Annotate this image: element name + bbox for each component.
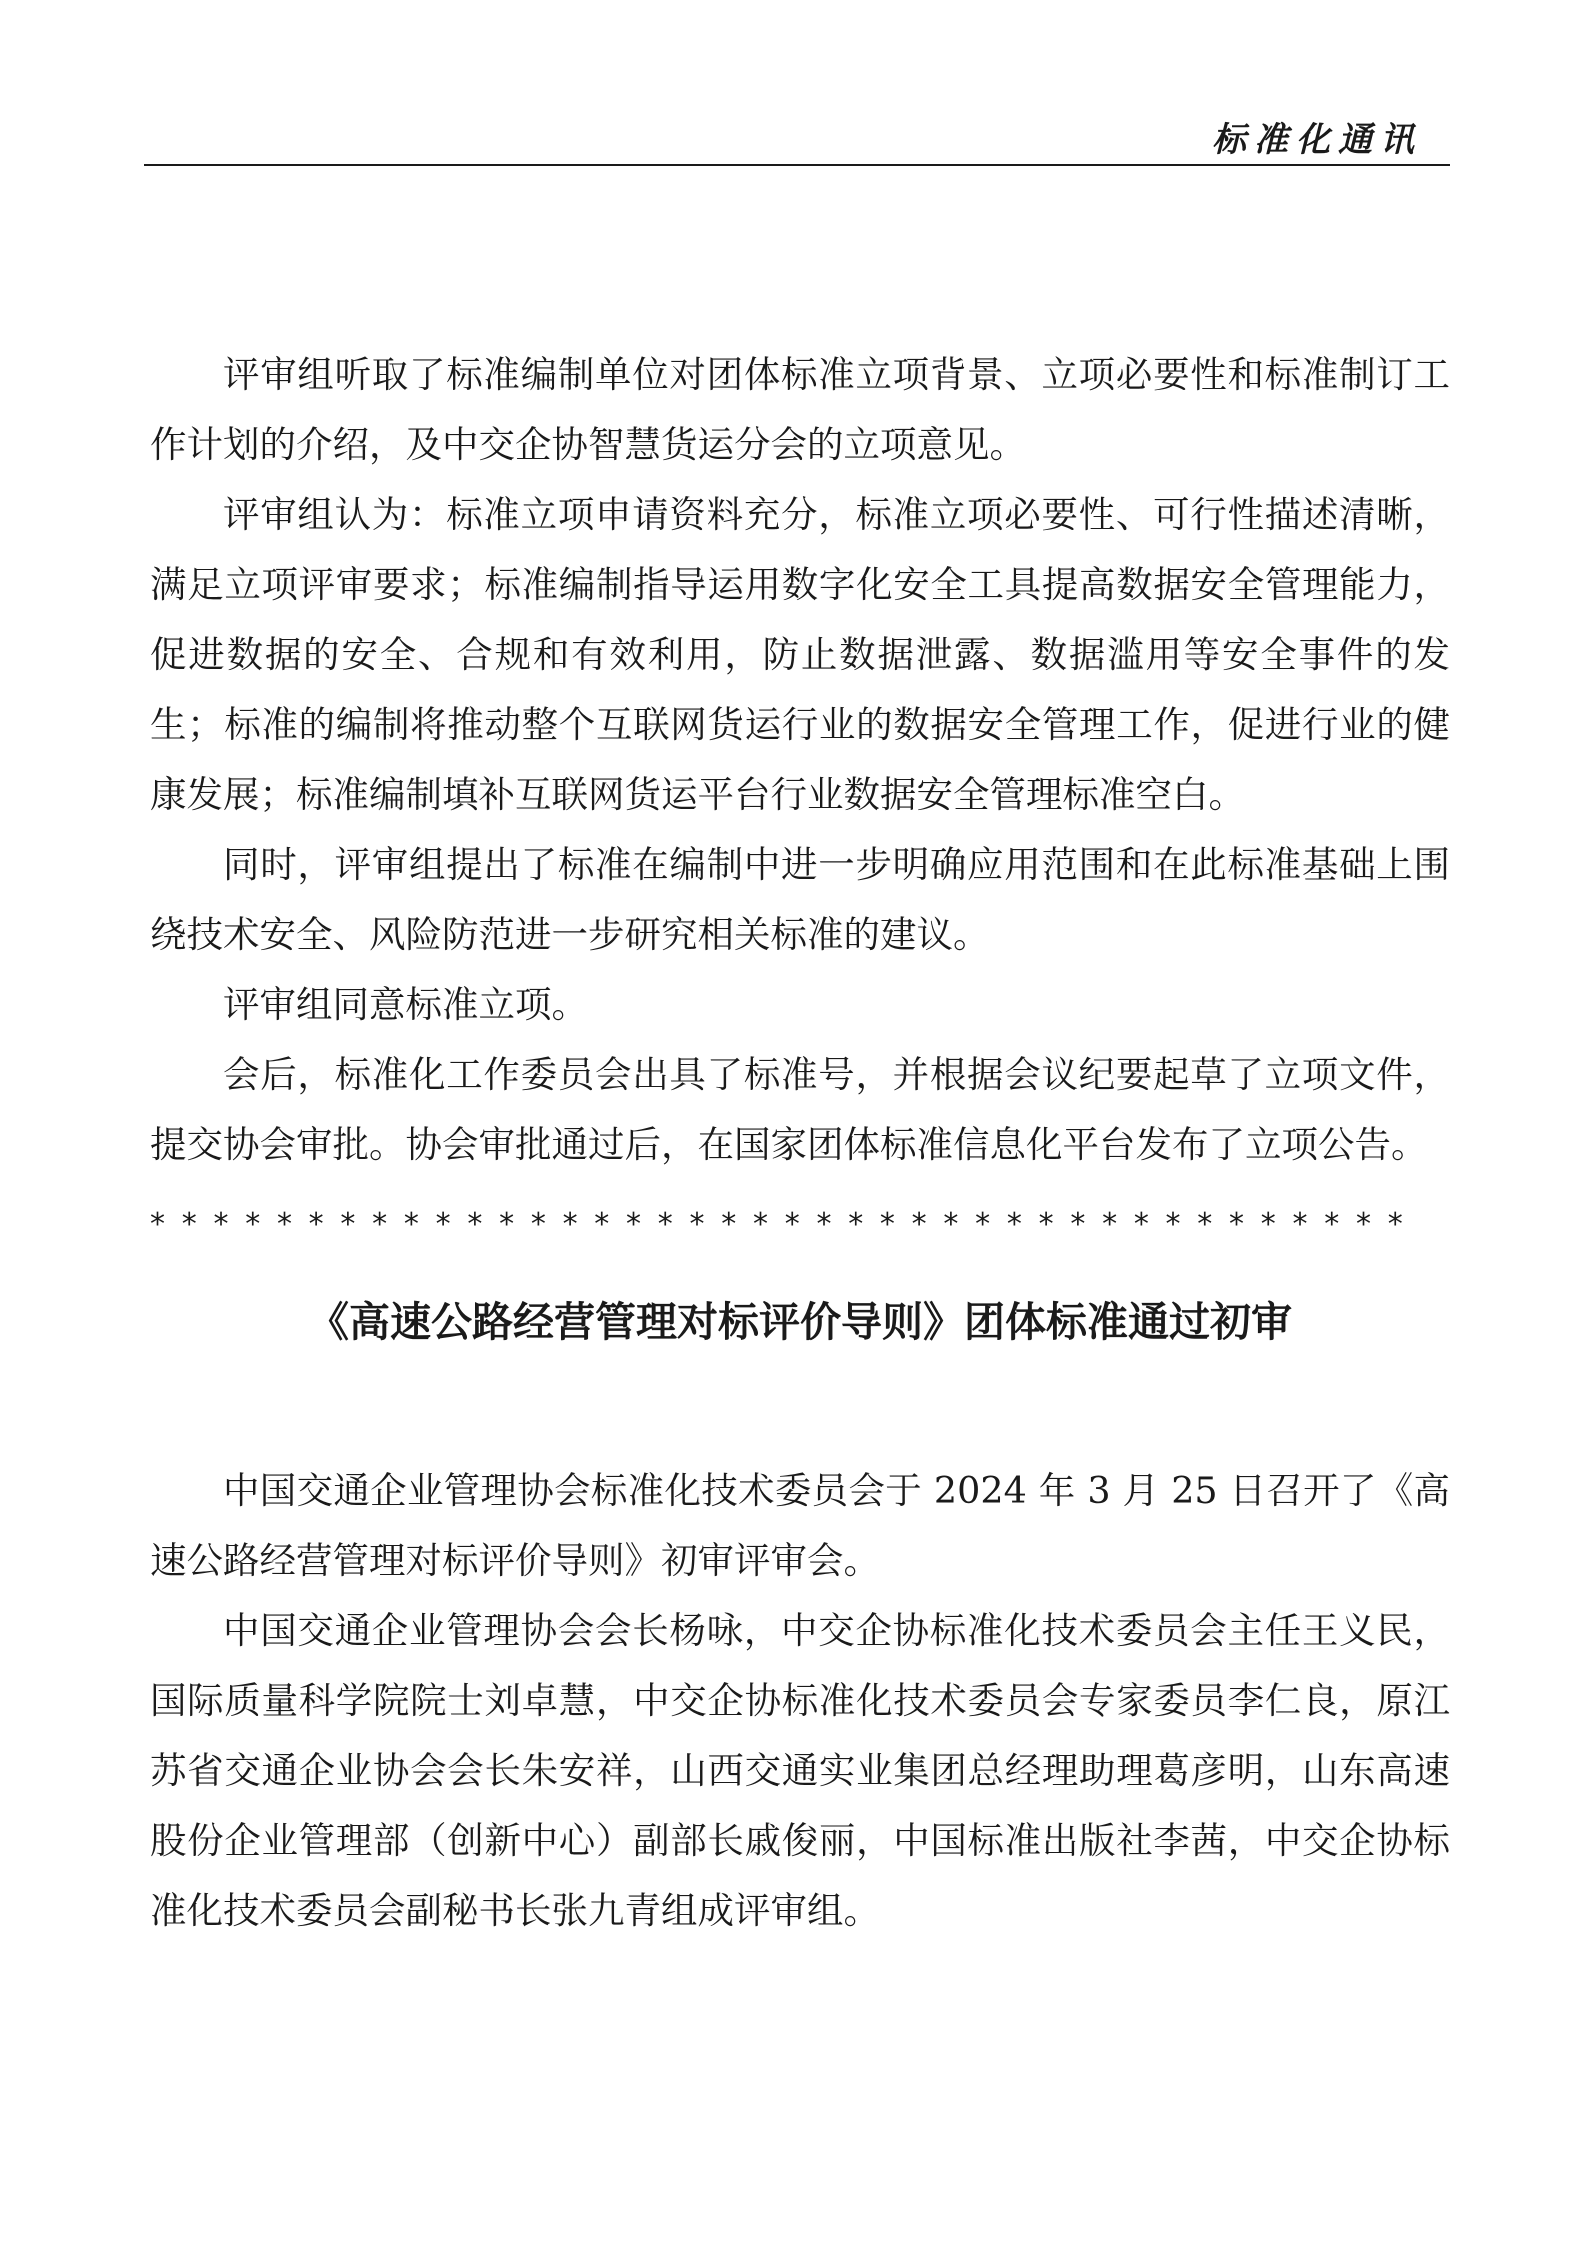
article1-paragraph: 评审组同意标准立项。 xyxy=(223,983,588,1026)
article2-paragraph: 中国交通企业管理协会会长杨咏，中交企协标准化技术委员会主任王义民，国际质量科学院院士刘卓慧，中交企协标准化技术委员会专家委员李仁良，原江苏省交通企业协会会长朱安祥，山西交通实业集团总经理助理葛彦明，山东高速股份企业管理部（创新中心）副部长戚俊丽，中国标准出版社李茜，中交企协标准化技术委员会副秘书长张九青组成评审组。 xyxy=(150,1609,1450,1932)
article2-paragraph: 中国交通企业管理协会标准化技术委员会于 2024 年 3 月 25 日召开了《高速公路经营管理对标评价导则》初审评审会。 xyxy=(150,1469,1450,1582)
header-divider xyxy=(144,164,1450,166)
section-separator: * * * * * * * * * * * * * * * * * * * * * * * * * * * * * * * * * * * * * * * * xyxy=(150,1207,1407,1242)
article1-paragraph: 会后，标准化工作委员会出具了标准号，并根据会议纪要起草了立项文件，提交协会审批。协会审批通过后，在国家团体标准信息化平台发布了立项公告。 xyxy=(150,1053,1450,1166)
article1-paragraph: 同时，评审组提出了标准在编制中进一步明确应用范围和在此标准基础上围绕技术安全、风险防范进一步研究相关标准的建议。 xyxy=(150,843,1450,956)
article2-heading: 《高速公路经营管理对标评价导则》团体标准通过初审 xyxy=(308,1298,1292,1346)
page-body xyxy=(150,340,1450,1946)
publication-title: 标准化通讯 xyxy=(1212,120,1422,160)
article1-paragraph: 评审组听取了标准编制单位对团体标准立项背景、立项必要性和标准制订工作计划的介绍，及中交企协智慧货运分会的立项意见。 xyxy=(150,353,1450,466)
article1-paragraph: 评审组认为：标准立项申请资料充分，标准立项必要性、可行性描述清晰，满足立项评审要求；标准编制指导运用数字化安全工具提高数据安全管理能力，促进数据的安全、合规和有效利用，防止数据泄露、数据滥用等安全事件的发生；标准的编制将推动整个互联网货运行业的数据安全管理工作，促进行业的健康发展；标准编制填补互联网货运平台行业数据安全管理标准空白。 xyxy=(150,493,1450,816)
